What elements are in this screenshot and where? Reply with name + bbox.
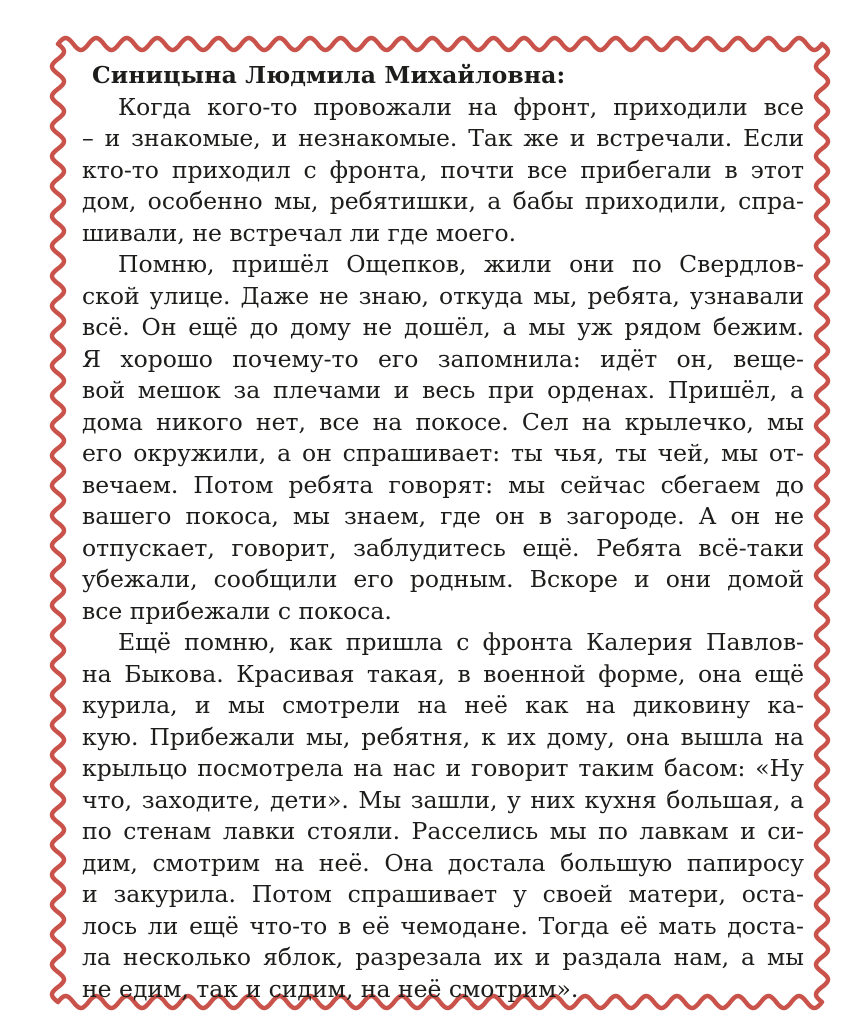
text-line: дим, смотрим на неё. Она достала большую папиросу bbox=[82, 848, 804, 877]
memoir-text bbox=[82, 60, 804, 1005]
text-line: шивали, не встречал ли где моего. bbox=[82, 218, 517, 247]
text-line: убежали, сообщили его родным. Вскоре и они домой bbox=[82, 565, 804, 593]
text-line: на Быкова. Красивая такая, в военной форме, она ещё bbox=[82, 659, 804, 688]
paragraphs bbox=[82, 92, 804, 1006]
text-line: ла несколько яблок, разрезала их и раздала нам, а мы bbox=[82, 943, 804, 971]
text-line: отпускает, говорит, заблудитесь ещё. Ребята всё-таки bbox=[82, 533, 804, 562]
text-line: вечаем. Потом ребята говорят: мы сейчас сбегаем до bbox=[82, 470, 804, 499]
text-line: по стенам лавки стояли. Расселись мы по лавкам и си- bbox=[82, 817, 804, 845]
paragraph bbox=[82, 92, 804, 250]
text-line: кую. Прибежали мы, ребятня, к их дому, она вышла на bbox=[82, 722, 804, 751]
text-line: Я хорошо почему-то его запомнила: идёт он, веще- bbox=[82, 344, 804, 373]
text-line: курила, и мы смотрели на неё как на диковину ка- bbox=[82, 691, 804, 719]
paragraph bbox=[82, 627, 804, 1005]
text-line: вой мешок за плечами и весь при орденах. Пришёл, а bbox=[82, 376, 804, 404]
text-line: не едим, так и сидим, на неё смотрим». bbox=[82, 974, 579, 1003]
text-line: крыльцо посмотрела на нас и говорит таким басом: «Ну bbox=[82, 754, 804, 782]
text-line: Ещё помню, как пришла с фронта Калерия Павлов- bbox=[118, 628, 804, 656]
text-line: Помню, пришёл Ощепков, жили они по Свердлов- bbox=[118, 250, 804, 278]
text-line: ской улице. Даже не знаю, откуда мы, ребята, узнавали bbox=[82, 281, 804, 310]
text-line: лось ли ещё что-то в её чемодане. Тогда её мать доста- bbox=[82, 911, 804, 940]
text-line: вашего покоса, мы знаем, где он в загороде. А он не bbox=[82, 502, 804, 530]
text-line: дома никого нет, все на покосе. Сел на крылечко, мы bbox=[82, 407, 804, 436]
text-line: его окружили, а он спрашивает: ты чья, ты чей, мы от- bbox=[82, 439, 804, 467]
author-name: Синицына Людмила Михайловна: bbox=[92, 61, 566, 89]
text-line: все прибежали с покоса. bbox=[82, 596, 392, 625]
text-line: что, заходите, дети». Мы зашли, у них кухня большая, а bbox=[82, 785, 804, 814]
text-line: – и знакомые, и незнакомые. Так же и встречали. Если bbox=[82, 124, 804, 152]
text-line: кто-то приходил с фронта, почти все прибегали в этот bbox=[82, 155, 804, 184]
text-line: Когда кого-то провожали на фронт, приходили все bbox=[118, 92, 804, 121]
text-line: всё. Он ещё до дому не дошёл, а мы уж рядом бежим. bbox=[82, 313, 804, 341]
text-line: и закурила. Потом спрашивает у своей матери, оста- bbox=[82, 880, 804, 908]
text-line: дом, особенно мы, ребятишки, а бабы приходили, спра- bbox=[82, 187, 804, 215]
paragraph bbox=[82, 249, 804, 627]
